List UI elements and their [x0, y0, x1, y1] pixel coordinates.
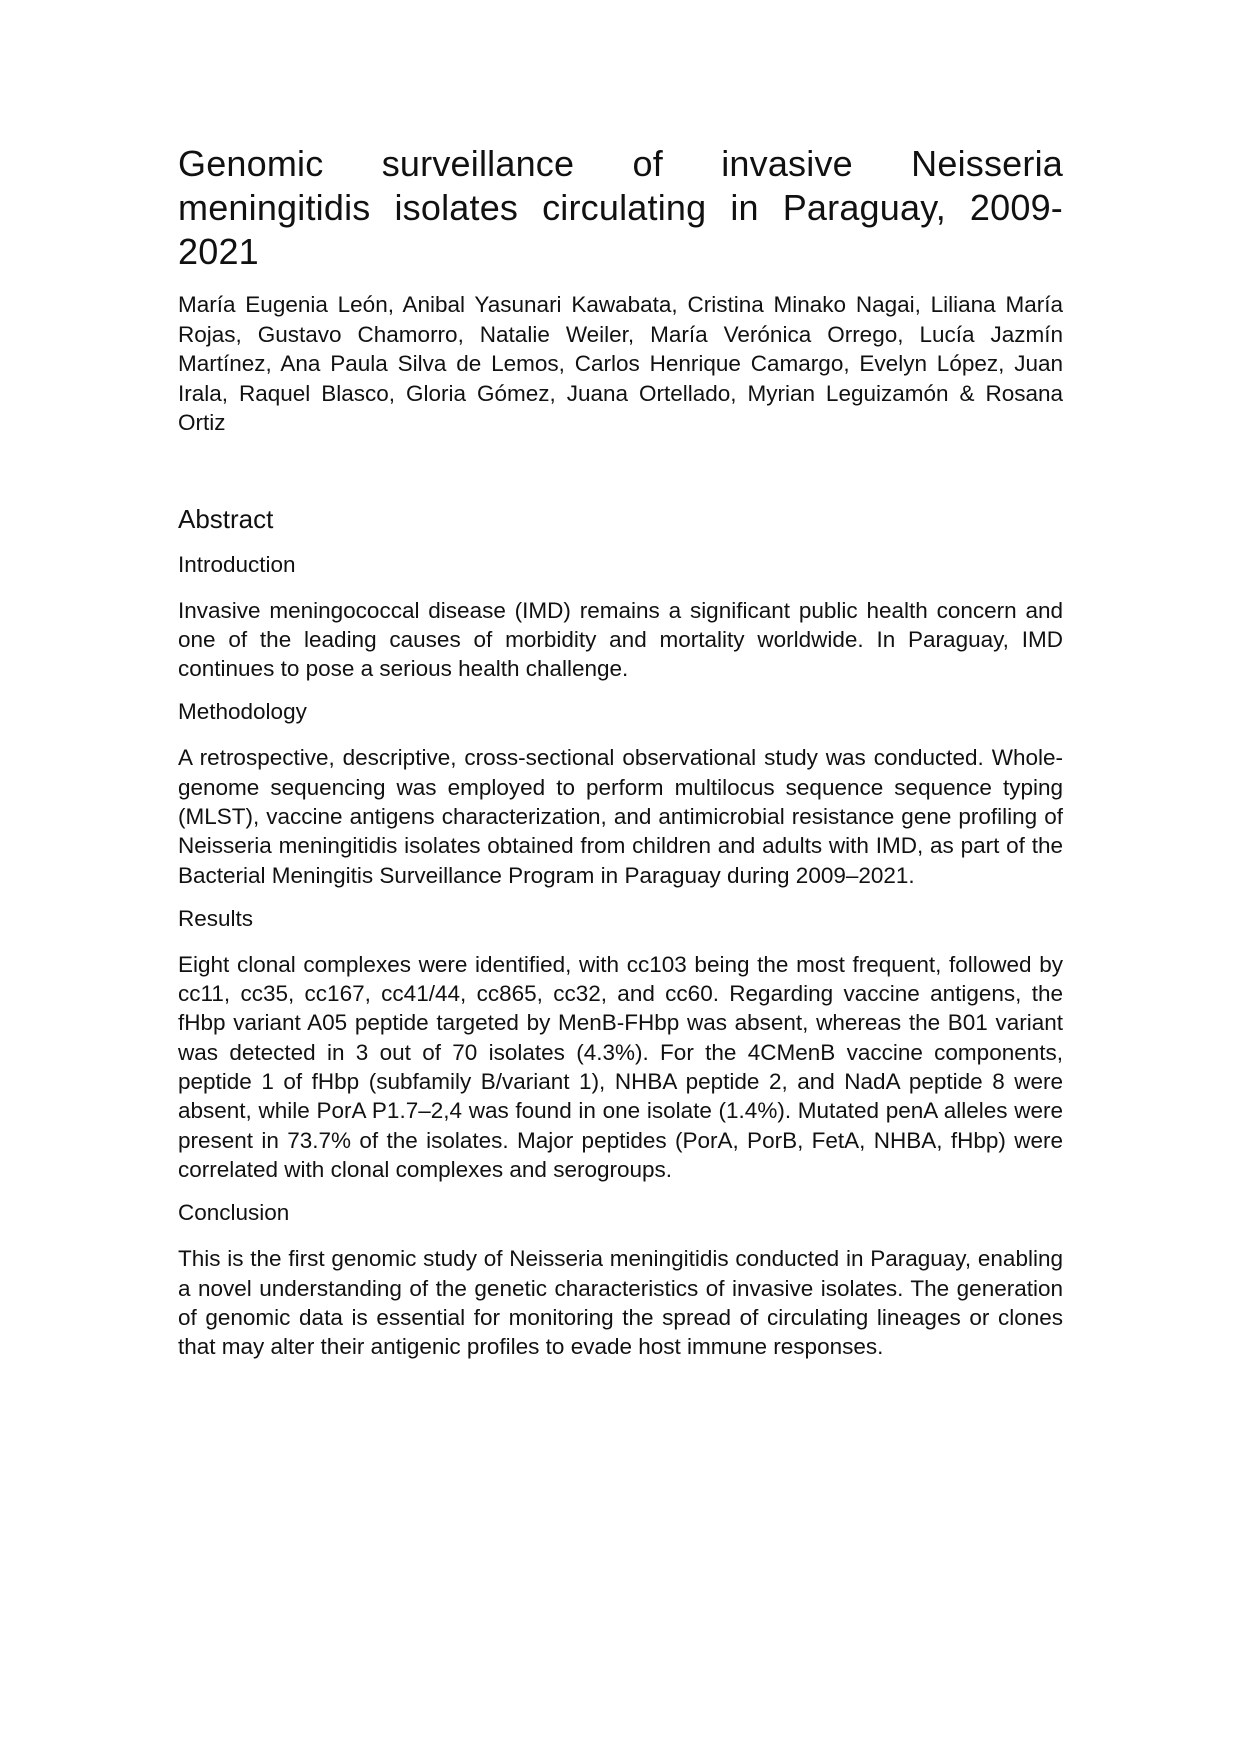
section-heading: Methodology	[178, 699, 307, 725]
section-text: This is the first genomic study of Neisseria meningitidis conducted in Paraguay, enabling a novel understanding of the genetic characteristics of invasive isolates. The generation of genomic data is essential for monitoring the spread of circulating lineages or clones that may alter their antigenic profiles to evade host immune responses.	[178, 1246, 1063, 1360]
abstract-section-results	[178, 904, 1063, 1184]
section-heading: Introduction	[178, 551, 296, 577]
section-text: A retrospective, descriptive, cross-sectional observational study was conducted. Whole-genome sequencing was employed to perform multilocus sequence sequence typing (MLST), vaccine antigens characterization, and antimicrobial resistance gene profiling of Neisseria meningitidis isolates obtained from children and adults with IMD, as part of the Bacterial Meningitis Surveillance Program in Paraguay during 2009–2021.	[178, 745, 1063, 888]
paper-title: Genomic surveillance of invasive Neisseria meningitidis isolates circulating in Paraguay, 2009-2021	[178, 143, 1063, 272]
abstract-section-methodology	[178, 697, 1063, 889]
paper-page	[178, 142, 1063, 1361]
section-text: Eight clonal complexes were identified, with cc103 being the most frequent, followed by cc11, cc35, cc167, cc41/44, cc865, cc32, and cc60. Regarding vaccine antigens, the fHbp variant A05 peptide targeted by MenB-FHbp was absent, whereas the B01 variant was detected in 3 out of 70 isolates (4.3%). For the 4CMenB vaccine components, peptide 1 of fHbp (subfamily B/variant 1), NHBA peptide 2, and NadA peptide 8 were absent, while PorA P1.7–2,4 was found in one isolate (1.4%). Mutated penA alleles were present in 73.7% of the isolates. Major peptides (PorA, PorB, FetA, NHBA, fHbp) were correlated with clonal complexes and serogroups.	[178, 951, 1063, 1182]
section-heading: Results	[178, 905, 254, 931]
section-heading: Conclusion	[178, 1200, 290, 1226]
abstract-heading: Abstract	[178, 503, 274, 534]
section-text: Invasive meningococcal disease (IMD) remains a significant public health concern and one of the leading causes of morbidity and mortality worldwide. In Paraguay, IMD continues to pose a serious health challenge.	[178, 597, 1063, 682]
abstract-section-introduction	[178, 550, 1063, 684]
abstract-section-conclusion	[178, 1198, 1063, 1361]
author-list: María Eugenia León, Anibal Yasunari Kawabata, Cristina Minako Nagai, Liliana María Rojas, Gustavo Chamorro, Natalie Weiler, María Verónica Orrego, Lucía Jazmín Martínez, Ana Paula Silva de Lemos, Carlos Henrique Camargo, Evelyn López, Juan Irala, Raquel Blasco, Gloria Gómez, Juana Ortellado, Myrian Leguizamón & Rosana Ortiz	[178, 292, 1063, 435]
